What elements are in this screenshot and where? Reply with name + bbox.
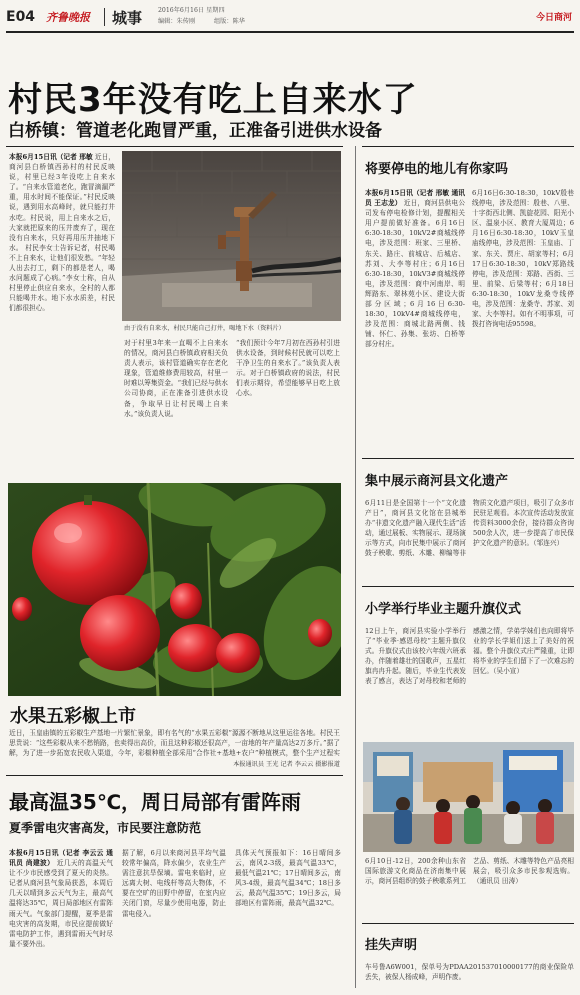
outage-headline: 将要停电的地儿有你家吗 <box>365 162 509 177</box>
outage-col1-text: 近日，商河县供电公司发布停电检修计划，提醒相关用户提前做好准备。6月16日6:30-18:30，10kV2#商城线停电，涉及范围：班家、三里桥、东关、路庄、前城店、后城店、苏刘、大李等村庄；6月16日6:30-18:30，10kV3#商城线停电，涉及范围：商中河南岸、明辉路东、翠林苑小区、建设大街部分区域；6月16日6:30-18:30，10kV4#商城线停电，涉及范围：商城北路两侧、钱铺、怀仁、孙集、张坊、白桥等部分村庄。 <box>365 199 465 349</box>
lead-byline: 本报6月15日讯（记者 邢敏 <box>9 153 93 161</box>
section-title: 城事 <box>112 9 143 27</box>
issue-date: 2016年6月16日 星期四 <box>158 7 225 14</box>
page-number: E04 <box>6 9 36 25</box>
outage-byline: 本报6月15日讯（记者 邢敏 通讯员 王志龙） <box>365 189 465 208</box>
notice-headline: 挂失声明 <box>365 938 418 953</box>
outage-body-col2: 6月16日6:30-18:30，10kV殷巷线停电，涉及范围：殷巷、八里、十字街西北侧、凯旋花园、阳光小区、温泉小区、教育大厦周边；6月16日6:30-18:30，10kV玉皇庙线停电，涉及范围：玉皇庙、丁家、东关、贾庄、胡家等村；6月17日6:30-18:30，10kV郑路线停电，涉及范围：郑路、西街、三里、前梁、后梁等村；6月18日6:30-18:30，10kV龙桑寺线停电，涉及范围：龙桑寺、苏家、刘家、大李等村。如有不明事项，可拨打咨询电话95598。 <box>472 189 574 329</box>
lead-photo-water-pump <box>122 151 341 321</box>
lead-body-col2: 对于村里3年来一直喝不上自来水的情况，商河县白桥镇政府相关负责人表示，该村管道确实存在老化现象，管道维修费用较高，村里一时难以筹集资金。“我们已经与供水公司协商，正在准备引进供水设备，争取早日让村民喝上自来水。”该负责人说。 <box>124 339 228 418</box>
lead-body-col3: “我们预计今年7月初在西孙村引进供水设备，到时候村民就可以吃上干净卫生的自来水了。”该负责人表示。对于白桥镇政府的说法，村民们表示期待，希望能够早日吃上放心水。 <box>236 339 340 398</box>
expo-photo-caption: 6月10日-12日，200余种山东省国际旅游文化商品在济南集中展示，商河县组织的鼓子秧歌系列工艺品、剪纸、木雕等特色产品亮相展会，吸引众多市民参观选购。（通讯员 田涛） <box>365 857 574 886</box>
peppers-body: 近日，玉皇庙镇的五彩椒生产基地一片繁忙景象，即有名气的“水果五彩椒”源源不断地从这里运往各地。村民王思贵说：“这些彩椒从来不愁销路，也卖得出高价，而且这种彩椒还很高产，一亩地的年产量高达2万多斤。”据了解，为了进一步拓宽农民收入渠道，今年，彩椒种植全部采用“合作社+基地+农户”种植模式，整个生产过程实 <box>9 729 340 758</box>
ceremony-body: 12日上午，商河县实验小学举行了“毕业季·感恩母校”主题升旗仪式。升旗仪式由该校六年级六班承办，伴随着雄壮的国歌声，五星红旗冉冉升起。随后，毕业生代表发表了感言，表达了对母校和老师的感激之情，学弟学妹们也向即将毕业的学长学姐们送上了美好的祝福。整个升旗仪式庄严隆重，让即将毕业的学生们留下了一次难忘的回忆。（吴小宣） <box>365 627 574 686</box>
edition-label: 今日商河 <box>535 13 572 23</box>
designer-credit: 组版：陈华 <box>214 18 245 25</box>
weather-byline: 本报6月15日讯（记者 李云云 通讯员 尚建波） <box>9 849 113 868</box>
lead-body-a: 近日，商河县白桥镇西孙村的村民反映说，村里已经3年没吃上自来水了。“自来水管道老化，跑冒滴漏严重，用水时间不能保证。”村民反映说，遇到用水高峰时，就只能打井水吃。村民说，用上自来水之后，大家就把原来的压井废弃了，现在没有自来水，只好再用压井抽地下水。 <box>9 153 115 252</box>
lead-body-col1 <box>9 152 115 470</box>
ceremony-headline: 小学举行毕业主题升旗仪式 <box>365 602 522 617</box>
weather-headline: 最高温35℃，周日局部有雷阵雨 <box>9 790 302 814</box>
paper-logo: 齐鲁晚报 <box>46 11 90 24</box>
outage-body-col1 <box>365 188 465 450</box>
peppers-photo <box>8 483 341 696</box>
lead-photo-caption: 由于没有自来水，村民只能自己打井，喝地下水（资料片） <box>124 325 285 332</box>
lead-subheadline: 白桥镇：管道老化跑冒严重，正准备引进供水设备 <box>8 121 382 141</box>
heritage-headline: 集中展示商河县文化遗产 <box>365 474 509 489</box>
weather-subheadline: 夏季雷电灾害高发，市民要注意防范 <box>9 821 202 835</box>
weather-body-a: 近几天的高温天气让不少市民感受到了夏天的炎热。记者从商河县气象局获悉，本周后几天以晴到多云天气为主，最高气温将达35℃，周日局部地区有雷阵雨天气。气象部门提醒，夏季是雷电灾害的高发期，市民应提前做好雷电防护工作，遇到雷雨天气时尽量不要外出。 <box>9 859 113 948</box>
peppers-credit: 本报通讯员 王光 记者 李云云 摄影报道 <box>233 761 340 768</box>
expo-photo <box>363 742 574 852</box>
weather-body-col3: 具体天气预报如下：16日晴间多云，南风2-3级，最高气温33℃，最低气温21℃；17日晴间多云，南风3-4级，最高气温34℃；18日多云，最高气温35℃；19日多云，局部地区有雷阵雨，最高气温32℃。 <box>235 849 341 908</box>
peppers-headline: 水果五彩椒上市 <box>10 706 136 727</box>
weather-body-col1 <box>9 848 113 990</box>
lead-headline: 村民3年没有吃上自来水了 <box>8 80 418 120</box>
lead-body-b: 村民李女士告诉记者，村民喝不上自来水，让他们很发愁。“年轻人出去打工，剩下的都是老人，喝水问题成了心病。”李女士称，自从村里停止供应自来水，全村的人都只能喝井水。地下水水质差，村民们都很担心。 <box>9 243 115 313</box>
heritage-body: 6月11日是全国第十一个“文化遗产日”，商河县文化馆在县城举办“非遗文化遗产融入现代生活”活动，通过展板、实物展示、现场演示等方式，向市民集中展示了商河鼓子秧歌、剪纸、木雕、柳编等非物质文化遗产项目，吸引了众多市民驻足观看。本次宣传活动发放宣传资料3000余份，接待群众咨询500余人次，进一步提高了市民保护文化遗产的意识。（邹连兴） <box>365 499 574 558</box>
editor-credit: 编辑：朱传刚 <box>158 18 196 25</box>
weather-body-col2: 据了解，6月以来商河县平均气温较常年偏高，降水偏少，农业生产需注意抗旱保墒。雷电来临时，应远离大树、电线杆等高大物体，不要在空旷的田野中停留，在室内应关闭门窗，尽量少使用电器，防止雷电侵入。 <box>122 849 226 918</box>
notice-body: 车号鲁A6W001，保单号为PDAA201537010000177的商业保险单丢失，被保人杨成峰，声明作废。 <box>365 963 574 982</box>
